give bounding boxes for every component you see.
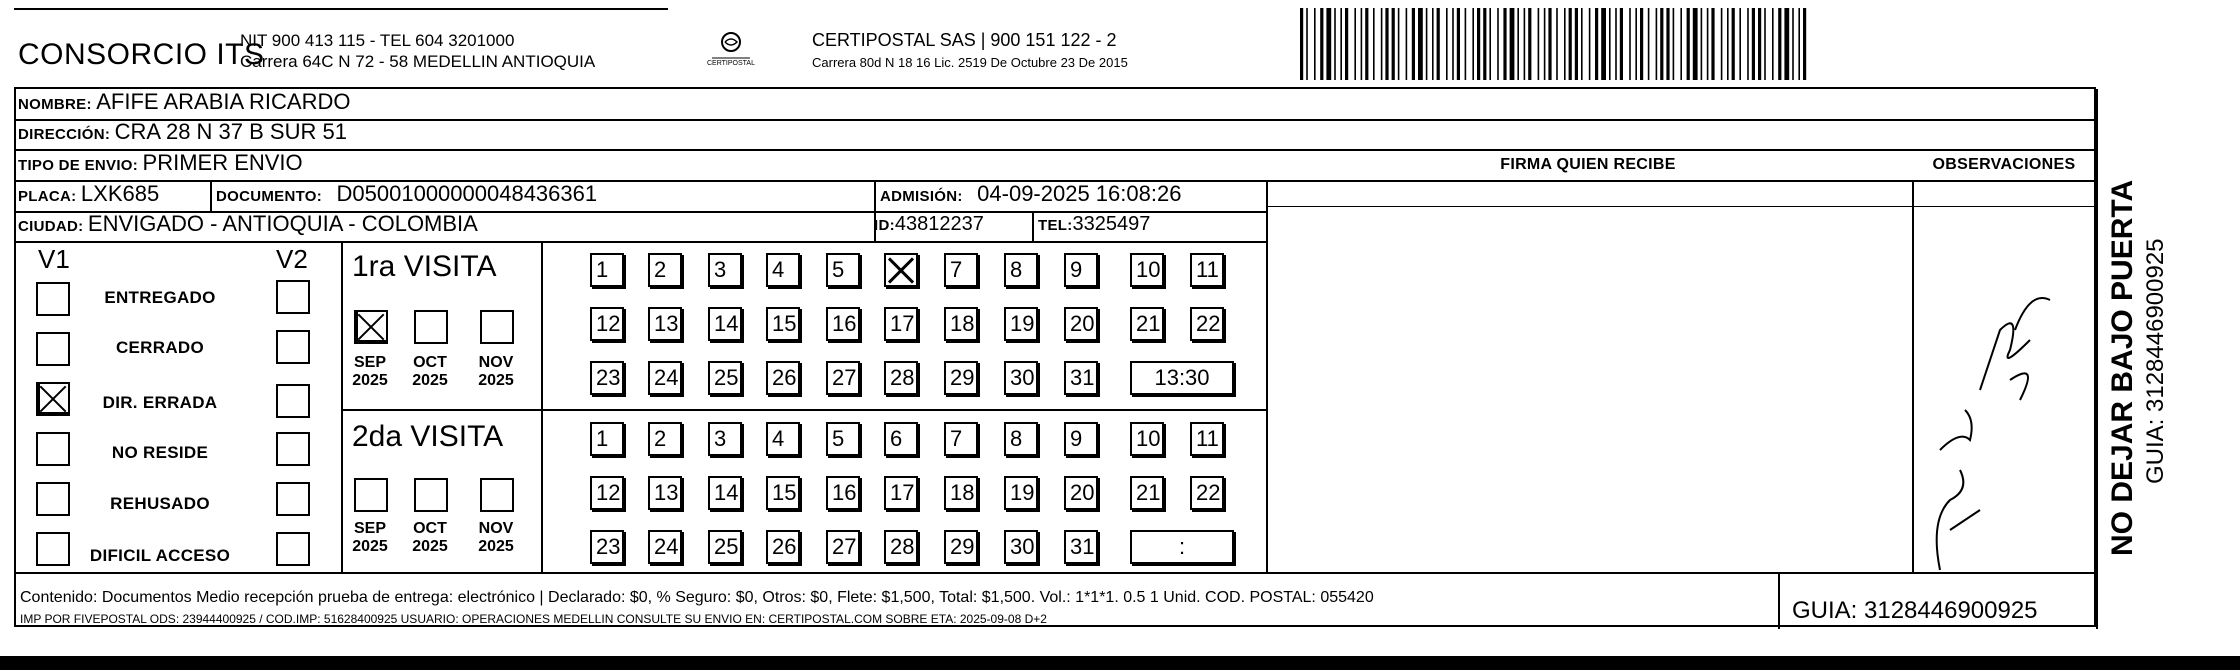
admision-field (880, 181, 1181, 210)
admision-value: 04-09-2025 16:08:26 (977, 181, 1182, 206)
placa-field (18, 181, 159, 210)
second-visit-day-19[interactable]: 19 (1004, 476, 1038, 510)
footer-imp: IMP POR FIVEPOSTAL ODS: 23944400925 / COD.IMP: 51628400925 USUARIO: OPERACIONES MEDELLIN CONSULTE SU ENVIO EN: CERTIPOSTAL.COM SOBRE ETA: 2025-09-08 D+2 (20, 612, 1047, 626)
id-label: ID: (874, 217, 895, 234)
second-visit-day-18[interactable]: 18 (944, 476, 978, 510)
first-visit-day-26[interactable]: 26 (766, 361, 800, 395)
second-visit-day-26[interactable]: 26 (766, 530, 800, 564)
documento-value: D05001000000048436361 (336, 181, 598, 206)
status-dificil-acceso: DIFICIL ACCESO (89, 546, 231, 565)
first-visit-day-23[interactable]: 23 (590, 361, 624, 395)
first-visit-day-6[interactable] (884, 253, 918, 287)
first-month-nov-checkbox[interactable] (480, 310, 514, 344)
courier-license: Carrera 80d N 18 16 Lic. 2519 De Octubre 23 De 2015 (812, 55, 1128, 70)
first-visit-day-31[interactable]: 31 (1064, 361, 1098, 395)
second-visit-day-5[interactable]: 5 (826, 422, 860, 456)
first-visit-day-5[interactable]: 5 (826, 253, 860, 287)
second-visit-day-30[interactable]: 30 (1004, 530, 1038, 564)
v1-dir-errada-checkbox[interactable] (36, 382, 70, 416)
status-no-reside: NO RESIDE (111, 443, 209, 462)
documento-label: DOCUMENTO: (216, 188, 323, 205)
second-month-oct-checkbox[interactable] (414, 478, 448, 512)
footer-contenido: Contenido: Documentos Medio recepción prueba de entrega: electrónico | Declarado: $0, % Seguro: $0, Otros: $0, Flete: $1,500, Total: $1,500. Vol.: 1*1*1. 0.5 1 Unid. COD. POSTAL: 055420 (20, 589, 1374, 606)
v1-header: V1 (38, 244, 70, 274)
id-field (874, 211, 984, 239)
signature-scribble (1920, 270, 2060, 590)
second-month-nov: NOV 2025 (478, 520, 514, 555)
second-visit-day-21[interactable]: 21 (1130, 476, 1164, 510)
second-visit-day-12[interactable]: 12 (590, 476, 624, 510)
placa-value: LXK685 (80, 181, 160, 206)
observaciones-label: OBSERVACIONES (1932, 156, 2076, 173)
first-visit-day-20[interactable]: 20 (1064, 307, 1098, 341)
first-visit-time[interactable]: 13:30 (1130, 361, 1234, 395)
v1-rehusado-checkbox[interactable] (36, 482, 70, 516)
firma-label: FIRMA QUIEN RECIBE (1500, 156, 1676, 173)
first-visit-day-14[interactable]: 14 (708, 307, 742, 341)
v2-entregado-checkbox[interactable] (276, 280, 310, 314)
side-no-dejar: NO DEJAR BAJO PUERTA (2106, 179, 2139, 556)
first-visit-day-19[interactable]: 19 (1004, 307, 1038, 341)
company-nit: NIT 900 413 115 - TEL 604 3201000 (240, 31, 515, 50)
second-visit-title: 2da VISITA (352, 420, 504, 453)
v2-no-reside-checkbox[interactable] (276, 432, 310, 466)
second-visit-day-17[interactable]: 17 (884, 476, 918, 510)
first-month-oct-checkbox[interactable] (414, 310, 448, 344)
first-visit-day-13[interactable]: 13 (648, 307, 682, 341)
second-visit-day-7[interactable]: 7 (944, 422, 978, 456)
first-visit-day-12[interactable]: 12 (590, 307, 624, 341)
v1-cerrado-checkbox[interactable] (36, 332, 70, 366)
second-visit-day-1[interactable]: 1 (590, 422, 624, 456)
first-visit-day-10[interactable]: 10 (1130, 253, 1164, 287)
first-visit-day-22[interactable]: 22 (1190, 307, 1224, 341)
footer-guia: GUIA: 3128446900925 (1792, 597, 2038, 624)
second-visit-time[interactable]: : (1130, 530, 1234, 564)
v2-dir-errada-checkbox[interactable] (276, 384, 310, 418)
nombre-field (18, 89, 351, 118)
v2-header: V2 (276, 244, 308, 274)
first-visit-day-29[interactable]: 29 (944, 361, 978, 395)
first-visit-day-16[interactable]: 16 (826, 307, 860, 341)
first-visit-day-11[interactable]: 11 (1190, 253, 1224, 287)
second-visit-day-29[interactable]: 29 (944, 530, 978, 564)
first-visit-day-28[interactable]: 28 (884, 361, 918, 395)
second-visit-day-10[interactable]: 10 (1130, 422, 1164, 456)
second-visit-day-15[interactable]: 15 (766, 476, 800, 510)
second-visit-day-22[interactable]: 22 (1190, 476, 1224, 510)
second-visit-day-14[interactable]: 14 (708, 476, 742, 510)
status-entregado: ENTREGADO (104, 288, 216, 307)
second-visit-day-25[interactable]: 25 (708, 530, 742, 564)
first-month-nov: NOV 2025 (478, 354, 514, 389)
ciudad-field (18, 211, 478, 240)
first-visit-day-3[interactable]: 3 (708, 253, 742, 287)
second-visit-day-6[interactable]: 6 (884, 422, 918, 456)
ciudad-label: CIUDAD: (18, 218, 84, 235)
admision-label: ADMISIÓN: (880, 188, 963, 205)
second-month-sep: SEP 2025 (352, 520, 388, 555)
status-dir-errada: DIR. ERRADA (102, 393, 218, 412)
status-rehusado: REHUSADO (110, 494, 210, 513)
second-visit-day-16[interactable]: 16 (826, 476, 860, 510)
second-visit-day-9[interactable]: 9 (1064, 422, 1098, 456)
second-visit-day-2[interactable]: 2 (648, 422, 682, 456)
documento-field (216, 181, 597, 210)
first-visit-day-24[interactable]: 24 (648, 361, 682, 395)
company-name: CONSORCIO ITS (18, 38, 265, 71)
first-visit-day-1[interactable]: 1 (590, 253, 624, 287)
tel-label: TEL: (1038, 217, 1073, 234)
v2-cerrado-checkbox[interactable] (276, 330, 310, 364)
tipo-field (18, 150, 303, 179)
nombre-label: NOMBRE: (18, 96, 92, 113)
tipo-value: PRIMER ENVIO (142, 150, 303, 175)
second-month-sep-checkbox[interactable] (354, 478, 388, 512)
id-value: 43812237 (894, 213, 984, 235)
company-address: Carrera 64C N 72 - 58 MEDELLIN ANTIOQUIA (240, 52, 596, 71)
first-visit-day-7[interactable]: 7 (944, 253, 978, 287)
second-visit-day-23[interactable]: 23 (590, 530, 624, 564)
second-visit-day-28[interactable]: 28 (884, 530, 918, 564)
first-month-sep-checkbox[interactable] (354, 310, 388, 344)
first-visit-day-17[interactable]: 17 (884, 307, 918, 341)
v2-dificil-acceso-checkbox[interactable] (276, 532, 310, 566)
second-visit-day-20[interactable]: 20 (1064, 476, 1098, 510)
second-visit-day-27[interactable]: 27 (826, 530, 860, 564)
v1-entregado-checkbox[interactable] (36, 282, 70, 316)
first-month-oct: OCT 2025 (412, 354, 448, 389)
tipo-label: TIPO DE ENVIO: (18, 157, 139, 174)
first-visit-day-18[interactable]: 18 (944, 307, 978, 341)
second-visit-day-13[interactable]: 13 (648, 476, 682, 510)
second-visit-day-4[interactable]: 4 (766, 422, 800, 456)
status-cerrado: CERRADO (115, 338, 205, 357)
first-visit-day-15[interactable]: 15 (766, 307, 800, 341)
first-visit-day-30[interactable]: 30 (1004, 361, 1038, 395)
direccion-label: DIRECCIÓN: (18, 126, 111, 143)
first-visit-day-27[interactable]: 27 (826, 361, 860, 395)
first-visit-day-9[interactable]: 9 (1064, 253, 1098, 287)
first-visit-day-25[interactable]: 25 (708, 361, 742, 395)
first-month-sep: SEP 2025 (352, 354, 388, 389)
top-rule (14, 8, 668, 10)
placa-label: PLACA: (18, 188, 77, 205)
barcode (1298, 8, 1810, 80)
ciudad-value: ENVIGADO - ANTIOQUIA - COLOMBIA (87, 211, 478, 236)
nombre-value: AFIFE ARABIA RICARDO (96, 89, 351, 114)
second-visit-day-31[interactable]: 31 (1064, 530, 1098, 564)
bottom-bar (0, 656, 2240, 670)
first-visit-day-2[interactable]: 2 (648, 253, 682, 287)
v1-dificil-acceso-checkbox[interactable] (36, 532, 70, 566)
tel-value: 3325497 (1072, 213, 1151, 235)
second-month-nov-checkbox[interactable] (480, 478, 514, 512)
logo-text: CERTIPOSTAL (707, 60, 755, 67)
first-visit-day-21[interactable]: 21 (1130, 307, 1164, 341)
courier-info: CERTIPOSTAL SAS | 900 151 122 - 2 (812, 30, 1117, 50)
tel-field (1038, 211, 1150, 239)
second-visit-day-8[interactable]: 8 (1004, 422, 1038, 456)
second-visit-day-11[interactable]: 11 (1190, 422, 1224, 456)
first-visit-title: 1ra VISITA (352, 250, 497, 283)
direccion-value: CRA 28 N 37 B SUR 51 (114, 119, 347, 144)
side-guia: GUIA: 3128446900925 (2142, 238, 2169, 484)
first-visit-day-8[interactable]: 8 (1004, 253, 1038, 287)
first-visit-day-4[interactable]: 4 (766, 253, 800, 287)
v2-rehusado-checkbox[interactable] (276, 482, 310, 516)
second-visit-day-24[interactable]: 24 (648, 530, 682, 564)
second-visit-day-3[interactable]: 3 (708, 422, 742, 456)
v1-no-reside-checkbox[interactable] (36, 432, 70, 466)
direccion-field (18, 119, 347, 148)
second-month-oct: OCT 2025 (412, 520, 448, 555)
